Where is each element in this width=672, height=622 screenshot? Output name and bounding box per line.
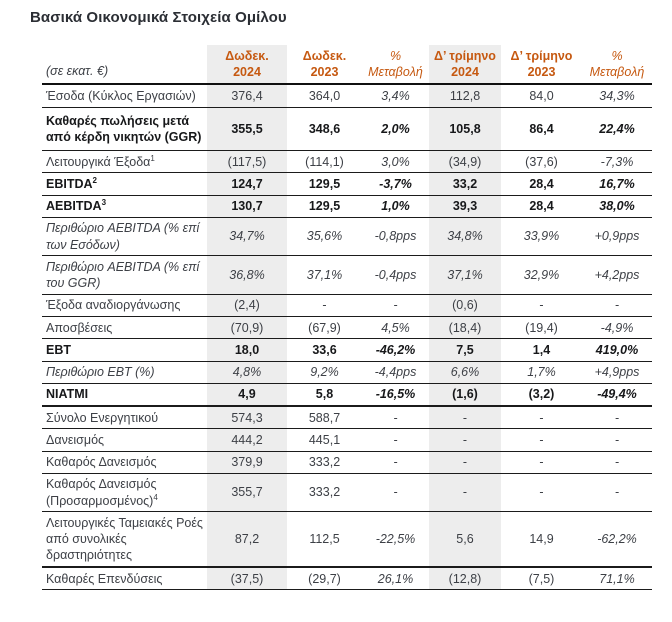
cell-value: 33,2 (429, 173, 501, 195)
cell-value: - (501, 294, 582, 316)
cell-value: (34,9) (429, 151, 501, 173)
table-row (42, 173, 652, 195)
row-label: AEBITDA$^3$ (42, 195, 207, 217)
table-row (42, 107, 652, 151)
financials-table (42, 45, 652, 590)
table-row (42, 567, 652, 590)
cell-value: 37,1% (429, 256, 501, 295)
table-row (42, 294, 652, 316)
cell-value: 6,6% (429, 361, 501, 383)
cell-value: (18,4) (429, 317, 501, 339)
cell-value: 348,6 (287, 107, 362, 151)
cell-value: - (501, 473, 582, 512)
cell-value: 34,7% (207, 217, 287, 256)
cell-value: - (582, 451, 652, 473)
row-label: NIATMI (42, 383, 207, 406)
cell-value: 4,9 (207, 383, 287, 406)
cell-value: - (429, 451, 501, 473)
cell-value: 355,7 (207, 473, 287, 512)
cell-value: -16,5% (362, 383, 429, 406)
cell-value: -7,3% (582, 151, 652, 173)
cell-value: -0,8pps (362, 217, 429, 256)
cell-value: - (501, 429, 582, 451)
cell-value: 1,4 (501, 339, 582, 361)
cell-value: 35,6% (287, 217, 362, 256)
cell-value: (67,9) (287, 317, 362, 339)
footnote-marker: 4 (153, 492, 158, 502)
cell-value: 28,4 (501, 195, 582, 217)
row-label: Λειτουργικά Έξοδα$^1$ (42, 151, 207, 173)
cell-value: 1,7% (501, 361, 582, 383)
table-row (42, 473, 652, 512)
cell-value: 112,5 (287, 512, 362, 567)
cell-value: 86,4 (501, 107, 582, 151)
cell-value: 36,8% (207, 256, 287, 295)
cell-value: 419,0% (582, 339, 652, 361)
table-row (42, 429, 652, 451)
cell-value: +4,2pps (582, 256, 652, 295)
cell-value: -3,7% (362, 173, 429, 195)
cell-value: - (362, 429, 429, 451)
row-label: Περιθώριο AEBITDA (% επί των Εσόδων) (42, 217, 207, 256)
row-label: Περιθώριο EBT (%) (42, 361, 207, 383)
cell-value: 333,2 (287, 473, 362, 512)
cell-value: 9,2% (287, 361, 362, 383)
row-label: EBITDA$^2$ (42, 173, 207, 195)
cell-value: 5,6 (429, 512, 501, 567)
row-label: Καθαρές πωλήσεις μετά από κέρδη νικητών (GGR) (42, 107, 207, 151)
cell-value: 333,2 (287, 451, 362, 473)
column-header-4: Δ’ τρίμηνο 2024 (429, 45, 501, 84)
cell-value: 3,0% (362, 151, 429, 173)
row-label: Καθαρός Δανεισμός (42, 451, 207, 473)
table-row (42, 317, 652, 339)
cell-value: 445,1 (287, 429, 362, 451)
cell-value: 574,3 (207, 406, 287, 429)
cell-value: 34,8% (429, 217, 501, 256)
cell-value: -46,2% (362, 339, 429, 361)
cell-value: - (582, 294, 652, 316)
cell-value: 376,4 (207, 84, 287, 107)
cell-value: (117,5) (207, 151, 287, 173)
cell-value: - (362, 451, 429, 473)
cell-value: (2,4) (207, 294, 287, 316)
cell-value: 33,9% (501, 217, 582, 256)
cell-value: 5,8 (287, 383, 362, 406)
cell-value: 14,9 (501, 512, 582, 567)
column-header-6: % Μεταβολή (582, 45, 652, 84)
cell-value: 26,1% (362, 567, 429, 590)
row-label: Καθαρός Δανεισμός $(\Pi\rho o\sigma\alpha\rho\mu o\sigma\mu έ\nu o\varsigma)^4$ (42, 473, 207, 512)
cell-value: 7,5 (429, 339, 501, 361)
table-row (42, 151, 652, 173)
table-header-row (42, 45, 652, 84)
cell-value: - (287, 294, 362, 316)
table-row (42, 217, 652, 256)
column-header-2: Δωδεκ. 2023 (287, 45, 362, 84)
cell-value: 22,4% (582, 107, 652, 151)
cell-value: - (362, 406, 429, 429)
cell-value: 3,4% (362, 84, 429, 107)
cell-value: -62,2% (582, 512, 652, 567)
cell-value: 588,7 (287, 406, 362, 429)
cell-value: 71,1% (582, 567, 652, 590)
cell-value: (1,6) (429, 383, 501, 406)
cell-value: (12,8) (429, 567, 501, 590)
column-header-3: % Μεταβολή (362, 45, 429, 84)
table-row (42, 361, 652, 383)
table-row (42, 406, 652, 429)
table-row (42, 195, 652, 217)
row-label: Περιθώριο AEBITDA (% επί του GGR) (42, 256, 207, 295)
cell-value: +0,9pps (582, 217, 652, 256)
unit-label: (σε εκατ. €) (42, 45, 207, 84)
footnote-marker: 2 (92, 175, 97, 185)
cell-value: (19,4) (501, 317, 582, 339)
row-label: EBT (42, 339, 207, 361)
cell-value: 112,8 (429, 84, 501, 107)
cell-value: - (501, 406, 582, 429)
cell-value: (7,5) (501, 567, 582, 590)
row-label: Αποσβέσεις (42, 317, 207, 339)
cell-value: 2,0% (362, 107, 429, 151)
cell-value: - (362, 294, 429, 316)
cell-value: - (501, 451, 582, 473)
row-label: Έξοδα αναδιοργάνωσης (42, 294, 207, 316)
cell-value: 87,2 (207, 512, 287, 567)
cell-value: 33,6 (287, 339, 362, 361)
cell-value: (0,6) (429, 294, 501, 316)
cell-value: 34,3% (582, 84, 652, 107)
cell-value: 1,0% (362, 195, 429, 217)
cell-value: 16,7% (582, 173, 652, 195)
cell-value: -49,4% (582, 383, 652, 406)
cell-value: (114,1) (287, 151, 362, 173)
cell-value: +4,9pps (582, 361, 652, 383)
cell-value: 130,7 (207, 195, 287, 217)
cell-value: - (582, 473, 652, 512)
cell-value: 38,0% (582, 195, 652, 217)
cell-value: - (362, 473, 429, 512)
row-label: Δανεισμός (42, 429, 207, 451)
footnote-marker: 1 (150, 153, 155, 163)
table-row (42, 339, 652, 361)
cell-value: - (429, 406, 501, 429)
cell-value: (29,7) (287, 567, 362, 590)
row-label: Λειτουργικές Ταμειακές Ροές από συνολικές δραστηριότητες (42, 512, 207, 567)
cell-value: (70,9) (207, 317, 287, 339)
table-row (42, 84, 652, 107)
cell-value: - (429, 473, 501, 512)
cell-value: 4,8% (207, 361, 287, 383)
cell-value: (3,2) (501, 383, 582, 406)
cell-value: -4,4pps (362, 361, 429, 383)
cell-value: 124,7 (207, 173, 287, 195)
cell-value: 105,8 (429, 107, 501, 151)
cell-value: 18,0 (207, 339, 287, 361)
cell-value: 37,1% (287, 256, 362, 295)
cell-value: 39,3 (429, 195, 501, 217)
page-title: Βασικά Οικονομικά Στοιχεία Ομίλου (30, 9, 287, 26)
cell-value: - (582, 406, 652, 429)
cell-value: -22,5% (362, 512, 429, 567)
cell-value: 379,9 (207, 451, 287, 473)
cell-value: 4,5% (362, 317, 429, 339)
cell-value: 444,2 (207, 429, 287, 451)
column-header-5: Δ’ τρίμηνο 2023 (501, 45, 582, 84)
cell-value: (37,5) (207, 567, 287, 590)
cell-value: 364,0 (287, 84, 362, 107)
cell-value: -0,4pps (362, 256, 429, 295)
cell-value: - (429, 429, 501, 451)
cell-value: 355,5 (207, 107, 287, 151)
cell-value: 129,5 (287, 195, 362, 217)
table-row (42, 383, 652, 406)
cell-value: - (582, 429, 652, 451)
footnote-marker: 3 (101, 197, 107, 207)
cell-value: 32,9% (501, 256, 582, 295)
table-row (42, 512, 652, 567)
cell-value: -4,9% (582, 317, 652, 339)
row-label: Σύνολο Ενεργητικού (42, 406, 207, 429)
cell-value: 28,4 (501, 173, 582, 195)
cell-value: 84,0 (501, 84, 582, 107)
row-label: Έσοδα (Κύκλος Εργασιών) (42, 84, 207, 107)
table-row (42, 451, 652, 473)
table-row (42, 256, 652, 295)
column-header-1: Δωδεκ. 2024 (207, 45, 287, 84)
row-label: Καθαρές Επενδύσεις (42, 567, 207, 590)
cell-value: 129,5 (287, 173, 362, 195)
cell-value: (37,6) (501, 151, 582, 173)
